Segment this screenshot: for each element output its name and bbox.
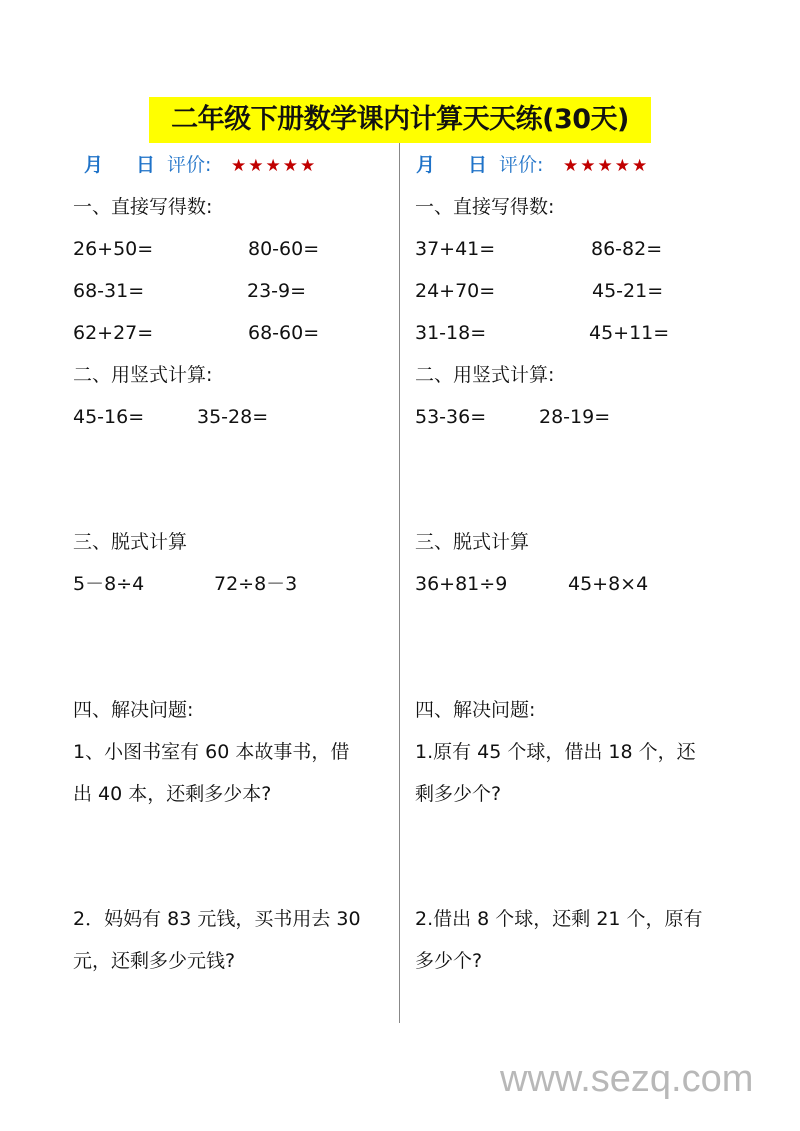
- rating-stars: ★★★★★: [231, 156, 318, 176]
- section-heading: 一、直接写得数:: [73, 196, 213, 218]
- problem: 68-60=: [248, 322, 320, 344]
- rating-stars: ★★★★★: [563, 156, 650, 176]
- word-problem-line: 元，还剩多少元钱?: [73, 950, 236, 972]
- section-heading: 四、解决问题:: [73, 699, 194, 721]
- section-heading: 二、用竖式计算:: [415, 364, 555, 386]
- problem: 24+70=: [415, 280, 496, 302]
- word-problem-line: 1、小图书室有 60 本故事书，借: [73, 741, 350, 763]
- problem: 68-31=: [73, 280, 145, 302]
- problem: 5－8÷4: [73, 573, 145, 595]
- day-label: 日: [136, 154, 156, 176]
- section-heading: 一、直接写得数:: [415, 196, 555, 218]
- word-problem-line: 1.原有 45 个球，借出 18 个，还: [415, 741, 696, 763]
- problem: 45+11=: [589, 322, 670, 344]
- problem: 28-19=: [539, 406, 611, 428]
- rating-label: 评价:: [167, 154, 212, 176]
- word-problem-line: 出 40 本，还剩多少本?: [73, 783, 272, 805]
- section-heading: 二、用竖式计算:: [73, 364, 213, 386]
- problem: 86-82=: [591, 238, 663, 260]
- word-problem-line: 多少个?: [415, 950, 483, 972]
- word-problem-line: 2.借出 8 个球，还剩 21 个，原有: [415, 908, 703, 930]
- column-divider: [399, 143, 400, 1023]
- month-label: 月: [84, 154, 104, 176]
- problem: 80-60=: [248, 238, 320, 260]
- month-label: 月: [416, 154, 436, 176]
- problem: 37+41=: [415, 238, 496, 260]
- problem: 26+50=: [73, 238, 154, 260]
- problem: 23-9=: [247, 280, 307, 302]
- problem: 36+81÷9: [415, 573, 508, 595]
- problem: 45-16=: [73, 406, 145, 428]
- rating-label: 评价:: [499, 154, 544, 176]
- section-heading: 四、解决问题:: [415, 699, 536, 721]
- problem: 62+27=: [73, 322, 154, 344]
- section-heading: 三、脱式计算: [73, 531, 188, 553]
- problem: 35-28=: [197, 406, 269, 428]
- word-problem-line: 剩多少个?: [415, 783, 502, 805]
- worksheet-title: 二年级下册数学课内计算天天练(30天): [149, 97, 651, 143]
- problem: 72÷8－3: [214, 573, 298, 595]
- watermark: www.sezq.com: [500, 1058, 754, 1100]
- day-label: 日: [468, 154, 488, 176]
- word-problem-line: 2．妈妈有 83 元钱，买书用去 30: [73, 908, 361, 930]
- problem: 45-21=: [592, 280, 664, 302]
- problem: 45+8×4: [568, 573, 649, 595]
- problem: 31-18=: [415, 322, 487, 344]
- problem: 53-36=: [415, 406, 487, 428]
- section-heading: 三、脱式计算: [415, 531, 530, 553]
